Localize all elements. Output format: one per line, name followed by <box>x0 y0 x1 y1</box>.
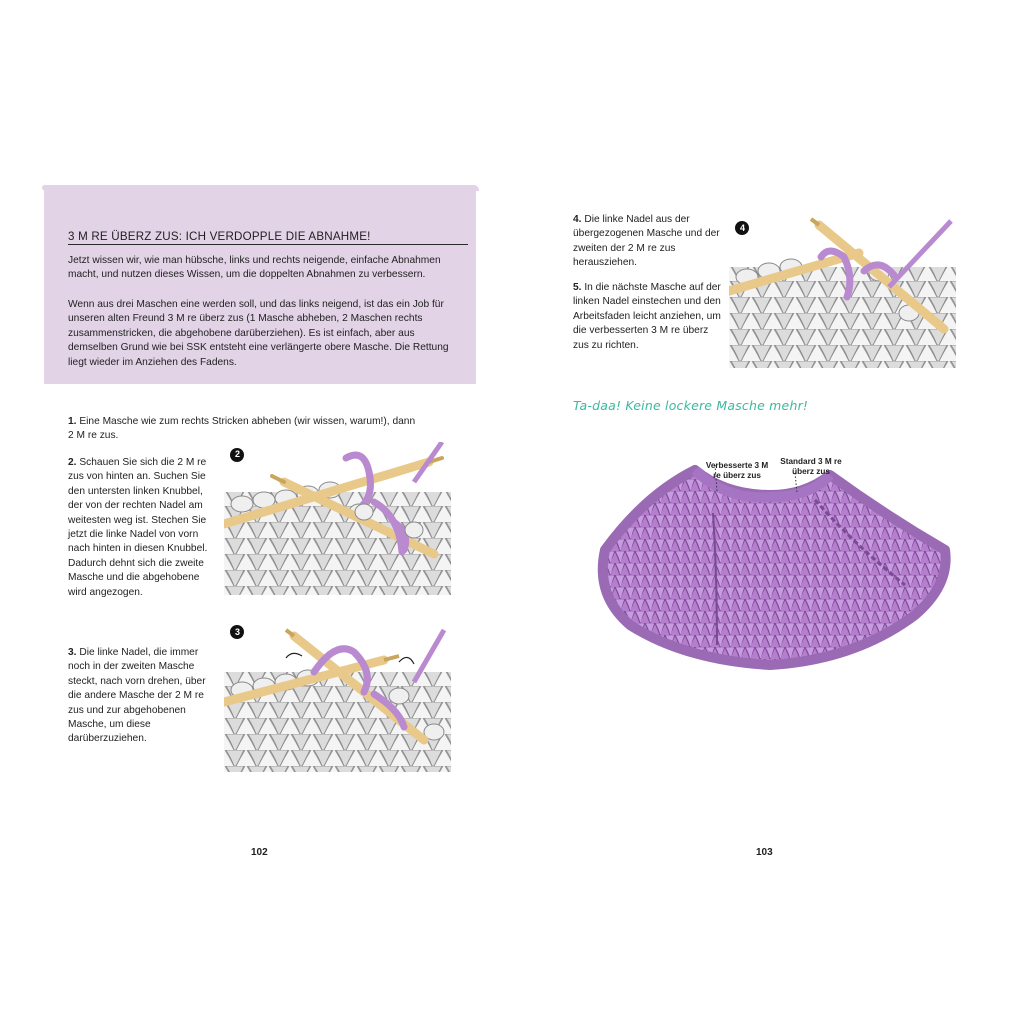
step-4: 4. Die linke Nadel aus der übergezogenen Masche und der zweiten der 2 M re zus herausziehen. <box>573 214 720 269</box>
step-3: 3. Die linke Nadel, die immer noch in der zweiten Masche steckt, nach vorn drehen, über die andere Masche der 2 M re zus und zur abgehobenen Masche, um diese darüberzuziehen. <box>68 647 206 745</box>
illustration-step-2 <box>224 442 451 595</box>
page-number-left: 102 <box>251 847 268 858</box>
tada-caption: Ta-daa! Keine lockere Masche mehr! <box>573 398 809 413</box>
page-number-right: 103 <box>756 847 773 858</box>
section-title: 3 M RE ÜBERZ ZUS: ICH VERDOPPLE DIE ABNAHME! <box>68 230 468 245</box>
figure-badge-4: 4 <box>739 223 745 233</box>
illustration-step-4 <box>729 217 956 368</box>
intro-paragraph-2: Wenn aus drei Maschen eine werden soll, und das links neigend, ist das ein Job für unseren alten Freund 3 M re überz zus (1 Masche abheben, 2 Maschen rechts zusammenstricken, die abgehobene darüberziehen). Es ist einfach, aber aus demselben Grund wie bei SSK entsteht eine verlängerte obere Masche. Die Rettung liegt wieder im Anziehen des Fadens. <box>68 299 449 368</box>
figure-badge-2: 2 <box>234 449 240 459</box>
intro-paragraph-1: Jetzt wissen wir, wie man hübsche, links und rechts neigende, einfache Abnahmen macht, und nutzen dieses Wissen, um die doppelten Abnahmen zu verbessern. <box>68 255 441 281</box>
step-2: 2. Schauen Sie sich die 2 M re zus von hinten an. Suchen Sie den untersten linken Knubbel, der von der rechten Nadel am weitesten weg ist. Stechen Sie jetzt die linke Nadel von vorn nach hinten in diesen Knubbel. Dadurch dehnt sich die zweite Masche und die abgehobene wird angezogen. <box>68 457 208 598</box>
step-1: 1. Eine Masche wie zum rechts Stricken abheben (wir wissen, warum!), dann 2 M re zus. <box>68 416 416 442</box>
figure-badge-3: 3 <box>234 627 240 637</box>
photo-label-improved: Verbesserte 3 M re überz zus <box>705 461 769 480</box>
photo-label-standard: Standard 3 M re überz zus <box>780 457 842 476</box>
illustration-step-3 <box>224 622 451 772</box>
step-5: 5. In die nächste Masche auf der linken Nadel einstechen und den Arbeitsfaden leicht anziehen, um die verbesserten 3 M re überz zus zu richten. <box>573 282 721 351</box>
knitted-swatch-photo <box>585 455 955 680</box>
